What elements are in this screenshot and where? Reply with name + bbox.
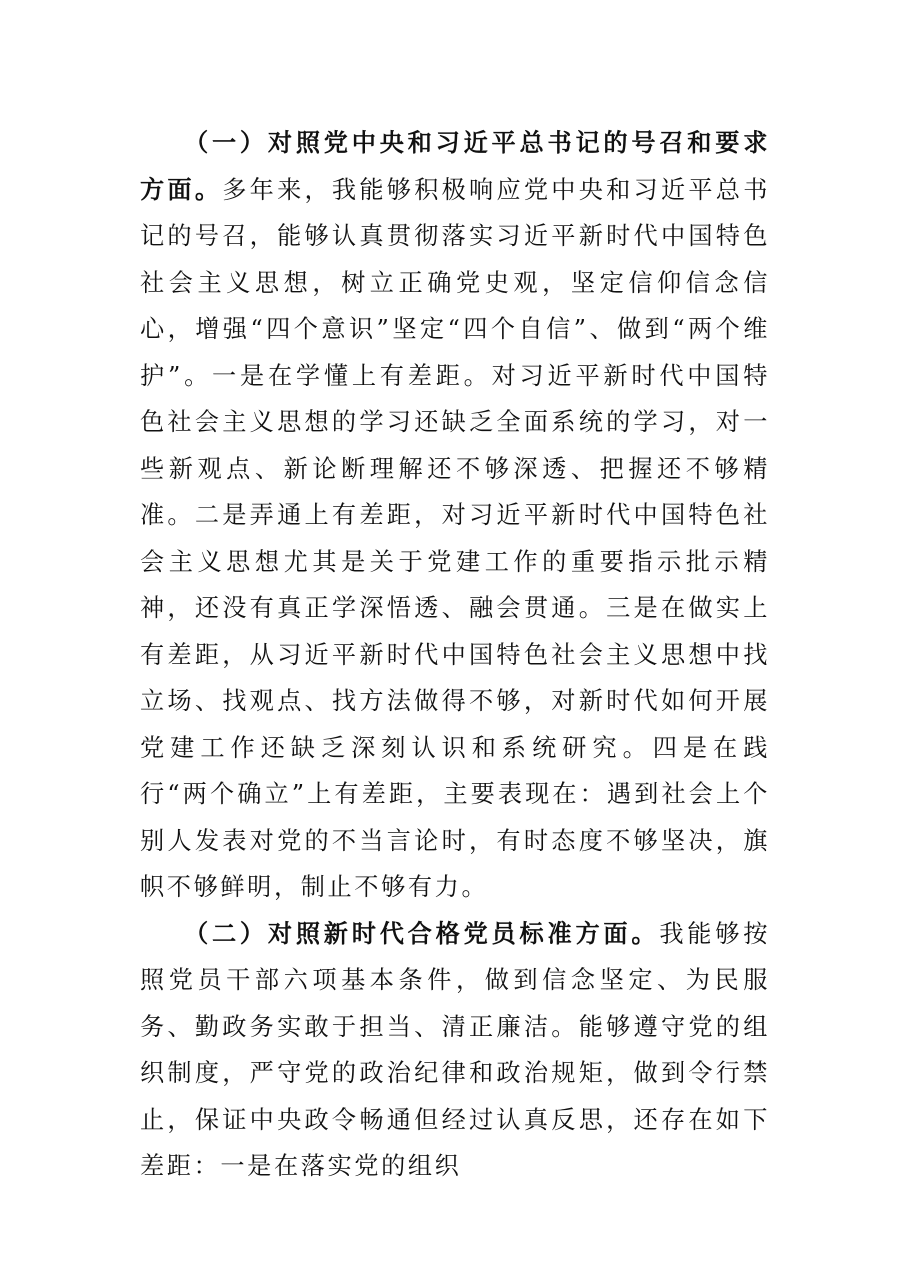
- section-2-body: 我能够按照党员干部六项基本条件，做到信念坚定、为民服务、勤政务实敢于担当、清正廉洁。能够遵守党的组织制度，严守党的政治纪律和政治规矩，做到令行禁止，保证中央政令畅通但经过认真反思，还存在如下差距：一是在落实党的组织: [140, 919, 770, 1180]
- section-1-heading: （一）对照党中央和习近平总书记的号召和要求方面。: [140, 128, 770, 204]
- section-2-heading: （二）对照新时代合格党员标准方面。: [184, 918, 660, 948]
- section-1-body: 多年来，我能够积极响应党中央和习近平总书记的号召，能够认真贯彻落实习近平新时代中国特色社会主义思想，树立正确党史观，坚定信仰信念信心，增强“四个意识”坚定“四个自信”、做到“两个维护”。一是在学懂上有差距。对习近平新时代中国特色社会主义思想的学习还缺乏全面系统的学习，对一些新观点、新论断理解还不够深透、把握还不够精准。二是弄通上有差距，对习近平新时代中国特色社会主义思想尤其是关于党建工作的重要指示批示精神，还没有真正学深悟透、融会贯通。三是在做实上有差距，从习近平新时代中国特色社会主义思想中找立场、找观点、找方法做得不够，对新时代如何开展党建工作还缺乏深刻认识和系统研究。四是在践行“两个确立”上有差距，主要表现在：遇到社会上个别人发表对党的不当言论时，有时态度不够坚决，旗帜不够鲜明，制止不够有力。: [140, 175, 770, 901]
- paragraph-section-2: [140, 911, 770, 1190]
- paragraph-section-1: [140, 120, 770, 911]
- document-page: [140, 120, 770, 1190]
